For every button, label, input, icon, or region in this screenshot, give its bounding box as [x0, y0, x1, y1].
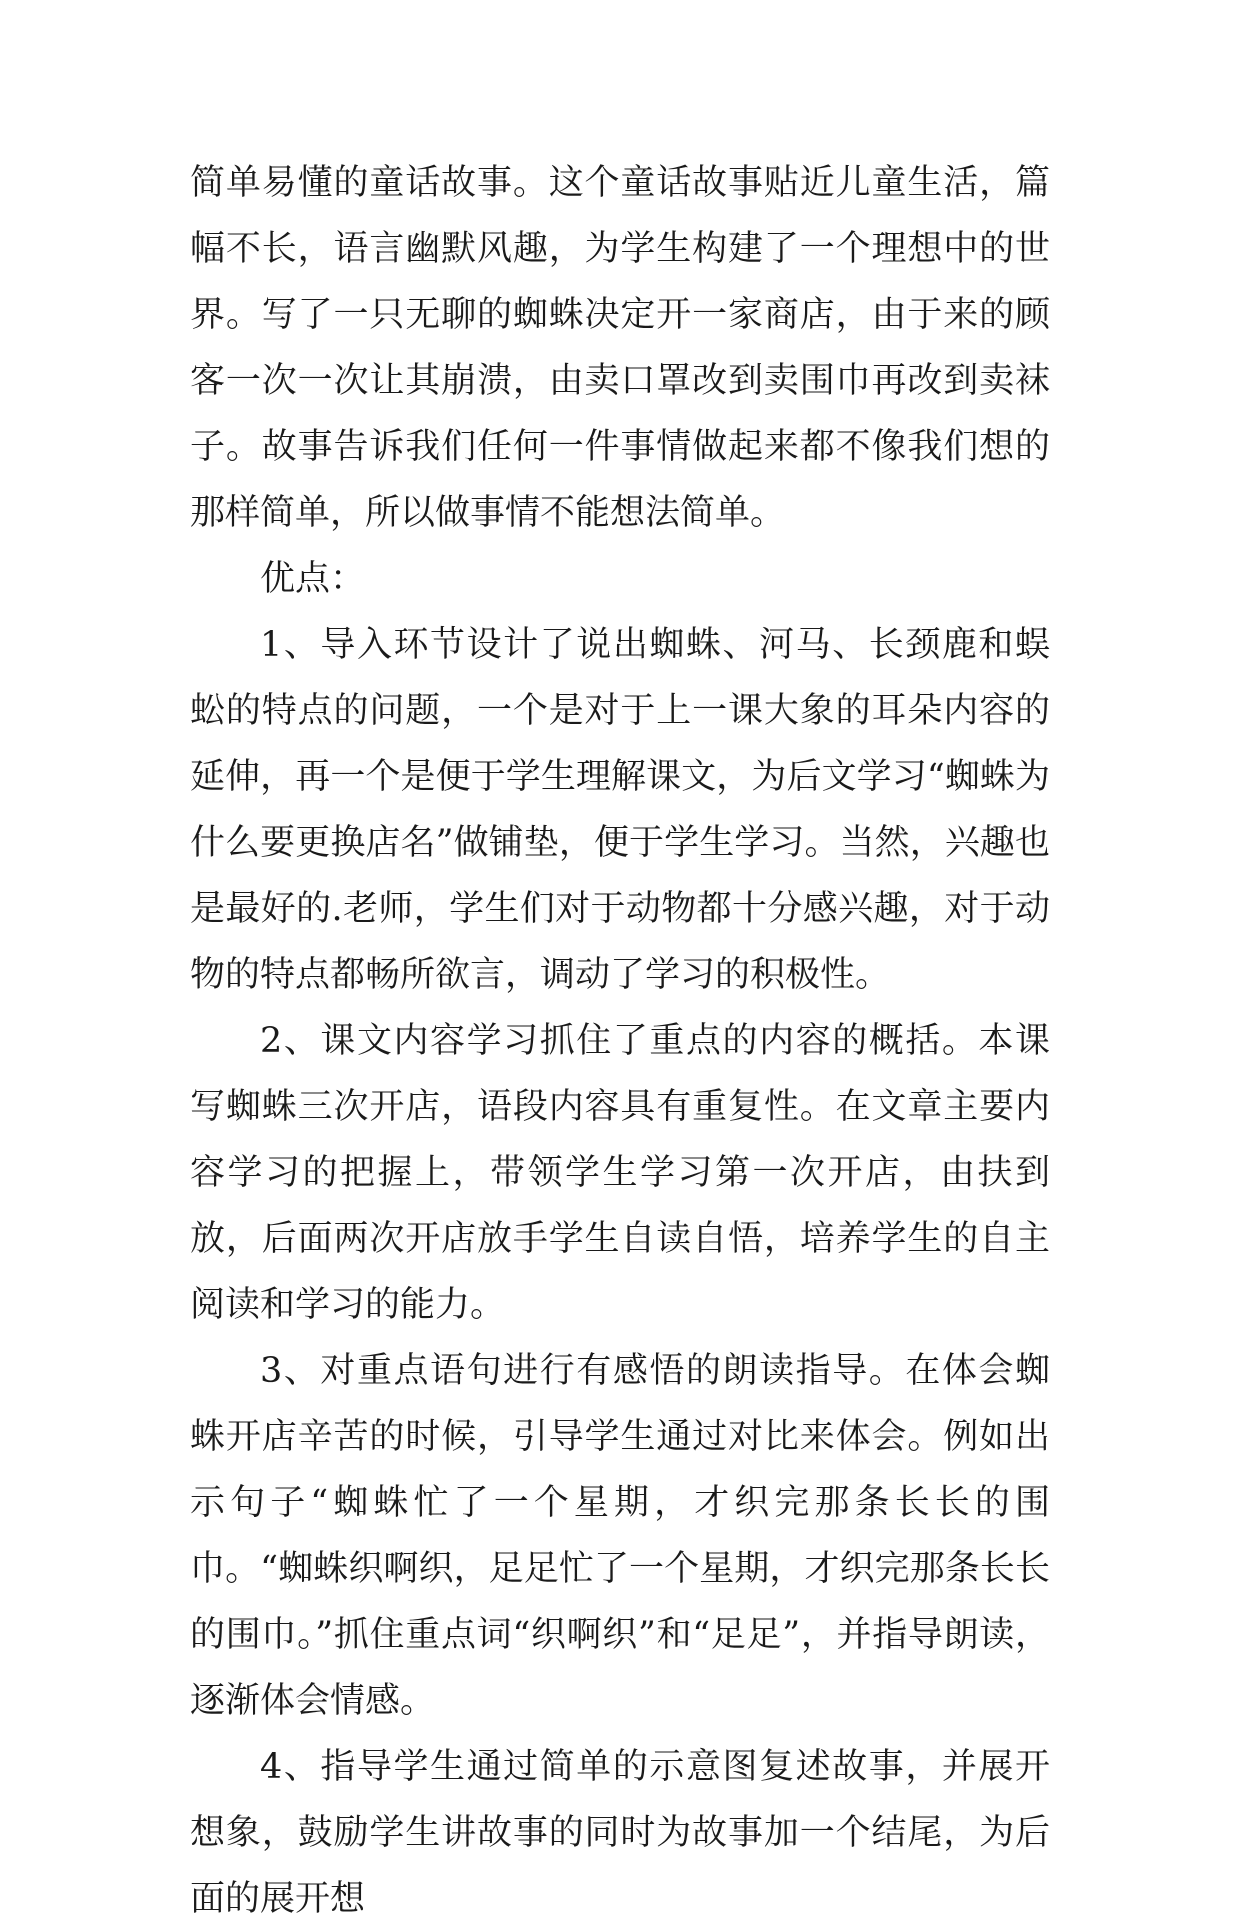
- paragraph-point-3: 3、对重点语句进行有感悟的朗读指导。在体会蜘蛛开店辛苦的时候，引导学生通过对比来体会。例如出示句子“蜘蛛忙了一个星期，才织完那条长长的围巾。“蜘蛛织啊织，足足忙了一个星期，才织完那条长长的围巾。”抓住重点词“织啊织”和“足足”，并指导朗读，逐渐体会情感。: [190, 1351, 1050, 1721]
- paragraph-point-2: 2、课文内容学习抓住了重点的内容的概括。本课写蜘蛛三次开店，语段内容具有重复性。在文章主要内容学习的把握上，带领学生学习第一次开店，由扶到放，后面两次开店放手学生自读自悟，培养学生的自主阅读和学习的能力。: [190, 1021, 1050, 1325]
- paragraph-point-1: 1、导入环节设计了说出蜘蛛、河马、长颈鹿和蜈蚣的特点的问题，一个是对于上一课大象的耳朵内容的延伸，再一个是便于学生理解课文，为后文学习“蜘蛛为什么要更换店名”做铺垫，便于学生学习。当然，兴趣也是最好的.老师，学生们对于动物都十分感兴趣，对于动物的特点都畅所欲言，调动了学习的积极性。: [190, 625, 1050, 995]
- paragraph-point-4: 4、指导学生通过简单的示意图复述故事，并展开想象，鼓励学生讲故事的同时为故事加一个结尾，为后面的展开想: [190, 1747, 1050, 1919]
- paragraph-intro: 简单易懂的童话故事。这个童话故事贴近儿童生活，篇幅不长，语言幽默风趣，为学生构建了一个理想中的世界。写了一只无聊的蜘蛛决定开一家商店，由于来的顾客一次一次让其崩溃，由卖口罩改到卖围巾再改到卖袜子。故事告诉我们任何一件事情做起来都不像我们想的那样简单，所以做事情不能想法简单。: [190, 163, 1050, 533]
- document-body: [190, 150, 1050, 1932]
- paragraph-advantages-heading: 优点：: [260, 559, 366, 599]
